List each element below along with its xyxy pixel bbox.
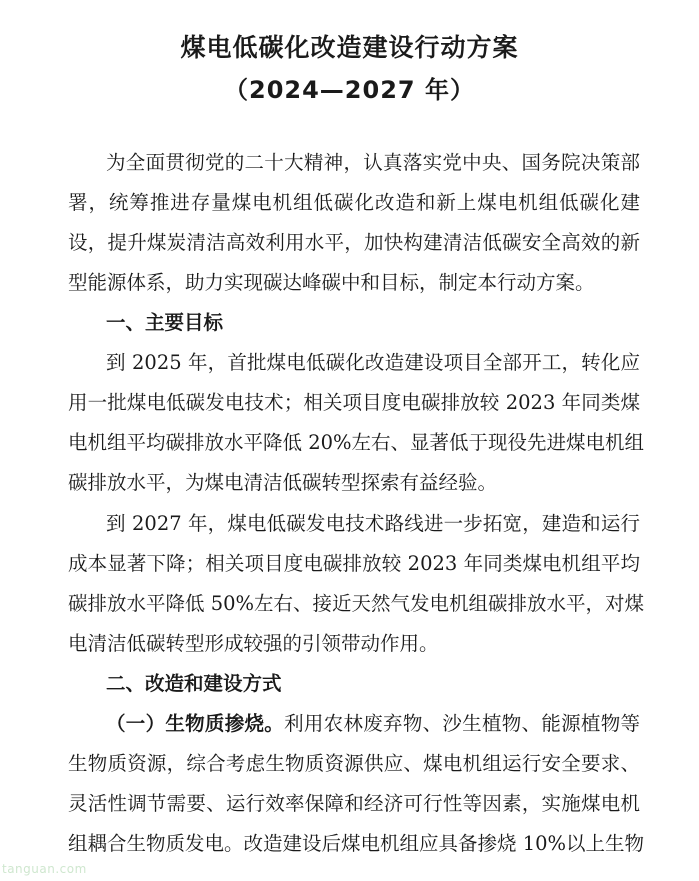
- goal-2027-line-2: 成本显著下降；相关项目度电碳排放较 2023 年同类煤电机组平均: [68, 552, 640, 575]
- intro-line-3: 设，提升煤炭清洁高效利用水平，加快构建清洁低碳安全高效的新: [68, 231, 640, 254]
- biomass-line-1: [106, 710, 640, 737]
- goal-2025-line-2: 用一批煤电低碳发电技术；相关项目度电碳排放较 2023 年同类煤: [68, 391, 640, 414]
- intro-line-2: 署，统筹推进存量煤电机组低碳化改造和新上煤电机组低碳化建: [68, 191, 640, 214]
- goal-2025-line-1: 到 2025 年，首批煤电低碳化改造建设项目全部开工，转化应: [106, 351, 640, 374]
- biomass-line-2: 生物质资源，综合考虑生物质资源供应、煤电机组运行安全要求、: [68, 752, 640, 775]
- goal-2025-line-4: 碳排放水平，为煤电清洁低碳转型探索有益经验。: [68, 471, 498, 494]
- section-heading-goals: 一、主要目标: [106, 311, 224, 334]
- goal-2027-line-4: 电清洁低碳转型形成较强的引领带动作用。: [68, 632, 439, 655]
- document-subtitle: （2024—2027 年）: [224, 76, 475, 104]
- section-heading-methods: 二、改造和建设方式: [106, 672, 282, 695]
- biomass-label: （一）生物质掺烧。: [106, 712, 285, 735]
- document-title: 煤电低碳化改造建设行动方案: [180, 33, 519, 62]
- biomass-line-4: 组耦合生物质发电。改造建设后煤电机组应具备掺烧 10%以上生物: [68, 832, 645, 855]
- intro-line-4: 型能源体系，助力实现碳达峰碳中和目标，制定本行动方案。: [68, 271, 595, 294]
- goal-2027-line-3: 碳排放水平降低 50%左右、接近天然气发电机组碳排放水平，对煤: [68, 592, 645, 615]
- biomass-line-3: 灵活性调节需要、运行效率保障和经济可行性等因素，实施煤电机: [68, 792, 640, 815]
- biomass-line-1-text: 利用农林废弃物、沙生植物、能源植物等: [284, 712, 640, 735]
- watermark: tanguan.com: [2, 862, 87, 876]
- intro-line-1: 为全面贯彻党的二十大精神，认真落实党中央、国务院决策部: [106, 151, 640, 174]
- goal-2025-line-3: 电机组平均碳排放水平降低 20%左右、显著低于现役先进煤电机组: [68, 431, 645, 454]
- goal-2027-line-1: 到 2027 年，煤电低碳发电技术路线进一步拓宽，建造和运行: [106, 512, 640, 535]
